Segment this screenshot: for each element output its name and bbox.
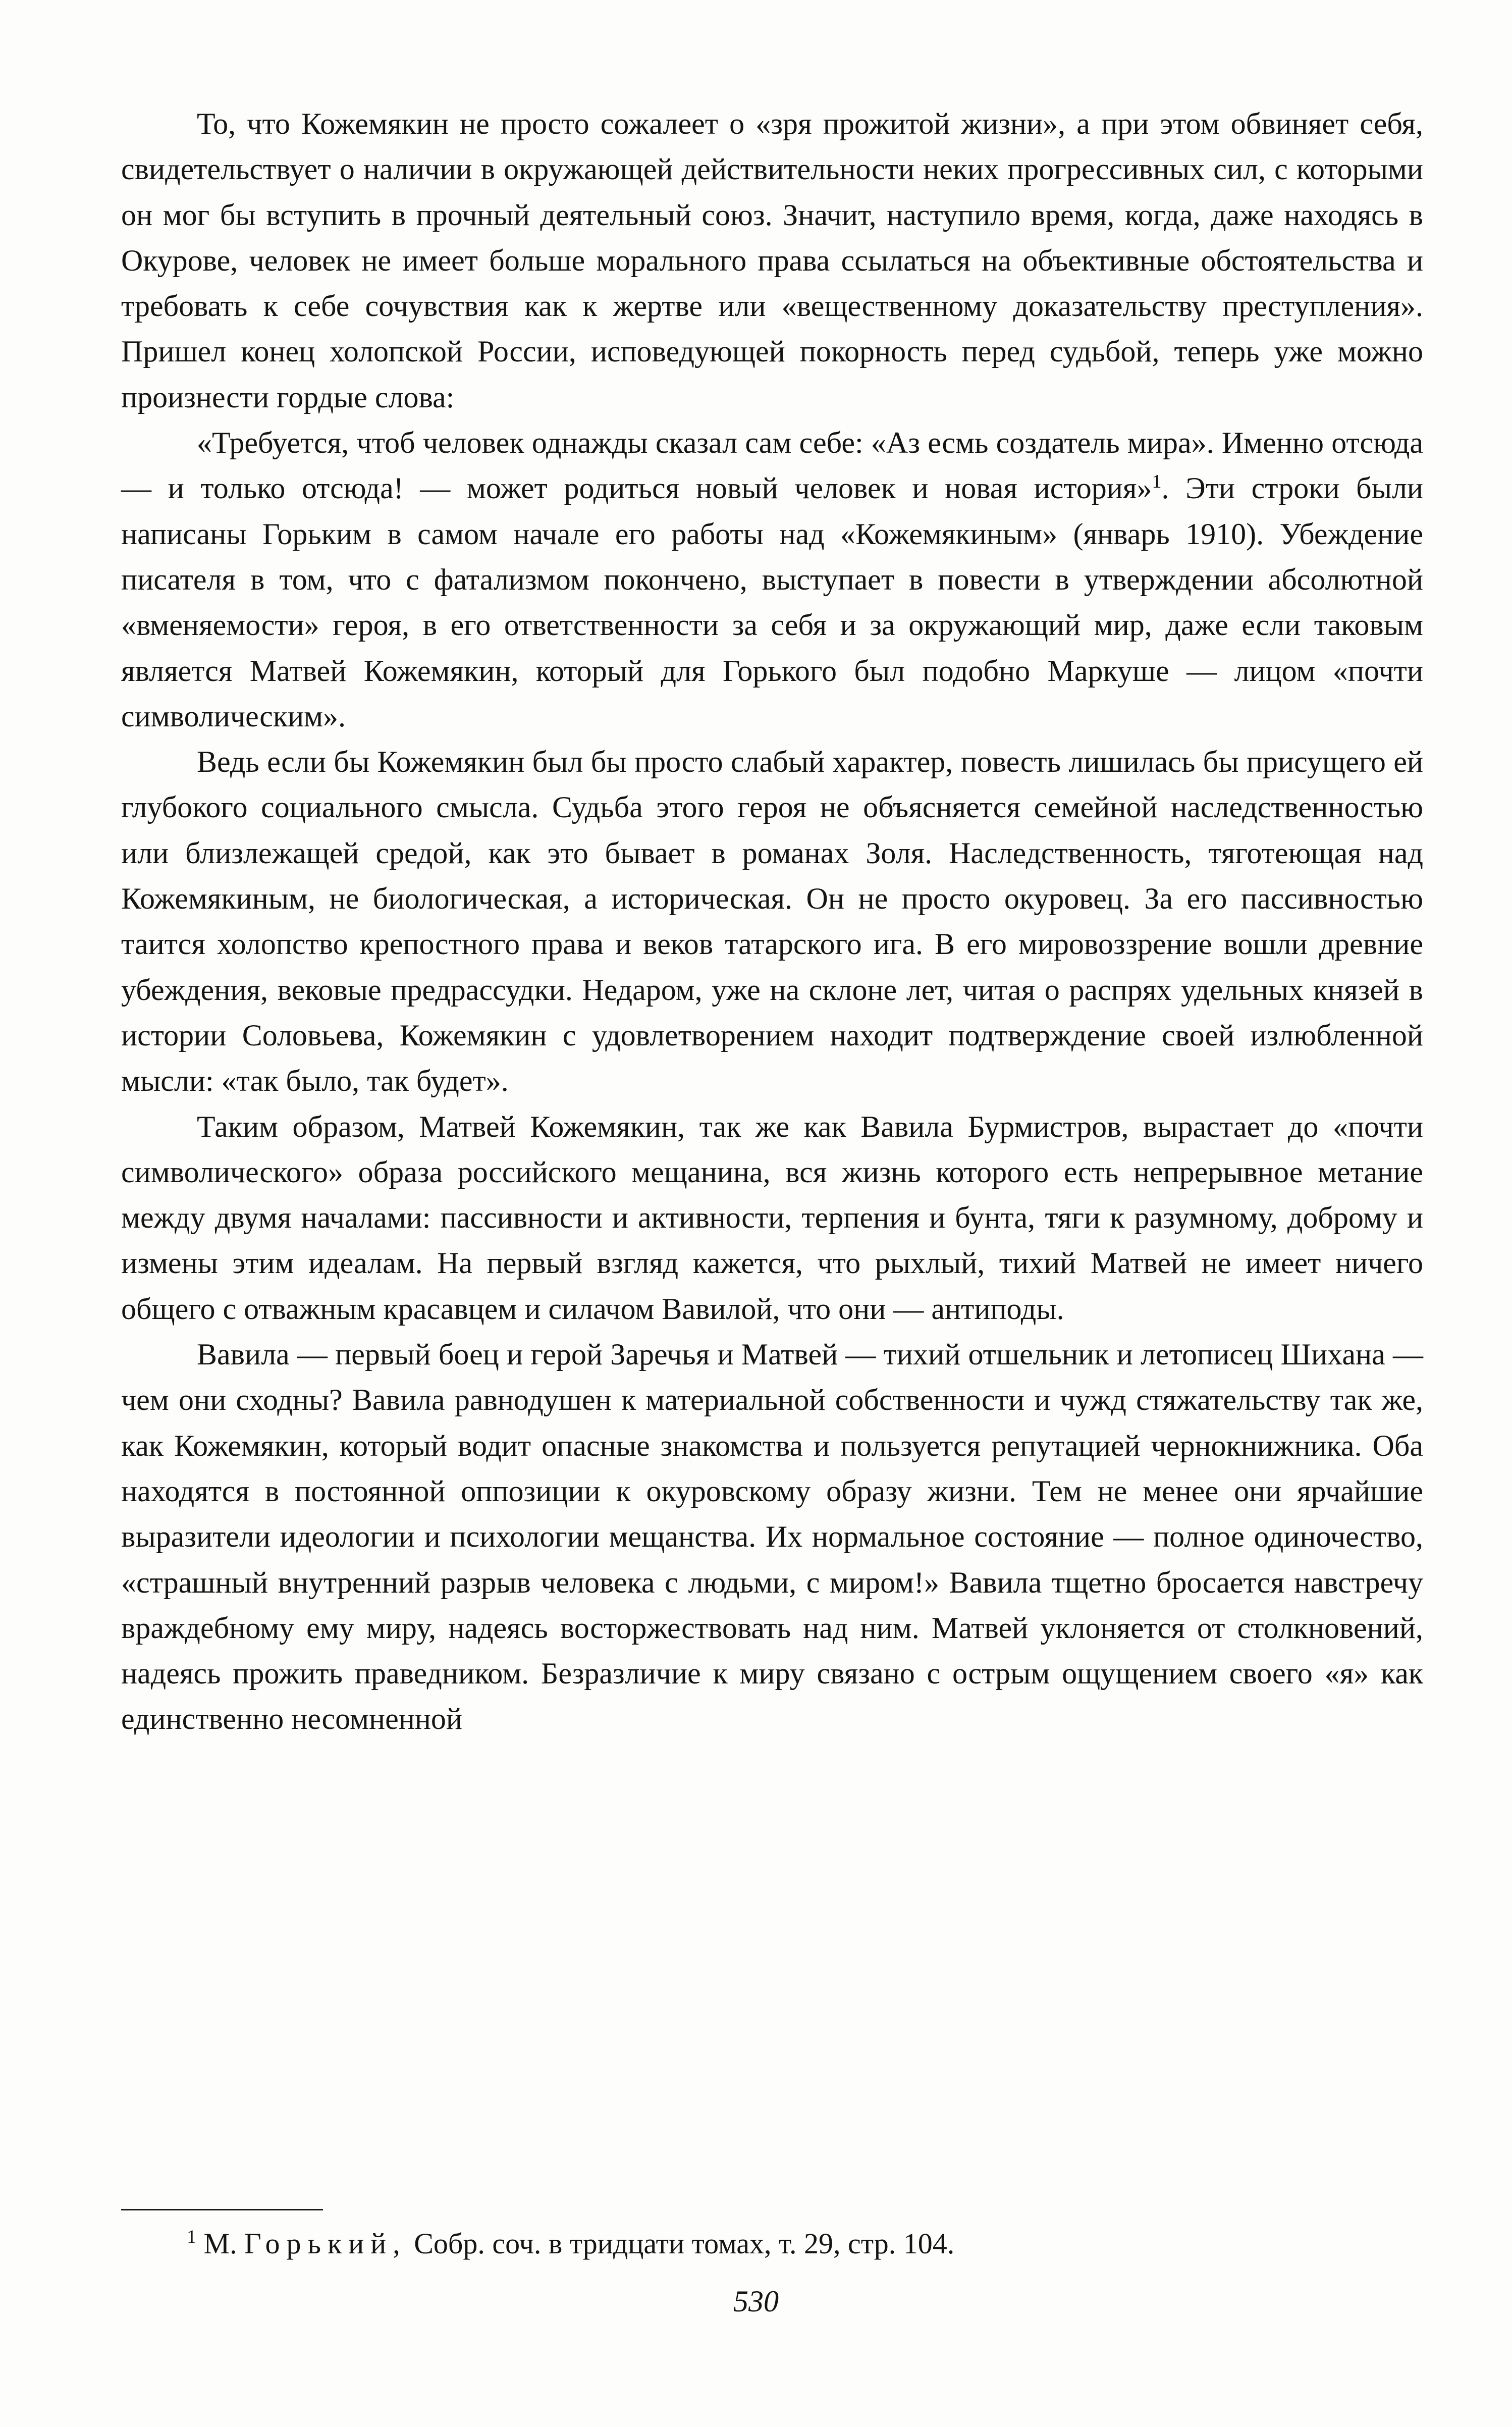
body-text: [121, 101, 1423, 1742]
footnote-divider: [121, 2209, 323, 2210]
paragraph-text: «Требуется, чтоб человек однажды сказал сам себе: «Аз есмь создатель мира». Именно отсюда — и только отсюда! — может родиться новый человек и новая история»: [121, 426, 1423, 505]
footnote-reference: 1: [1152, 471, 1162, 493]
paragraph-text: . Эти строки были написаны Горьким в самом начале его работы над «Кожемякиным» (январь 1910). Убеждение писателя в том, что с фатализмом покончено, выступает в повести в утверждении абсолютной «вменяемости» героя, в его ответственности за себя и за окружающий мир, даже если таковым является Матвей Кожемякин, который для Горького был подобно Маркуше — лицом «почти символическим».: [121, 471, 1423, 733]
paragraph: [121, 739, 1423, 1103]
footnote: [121, 2221, 1423, 2266]
footnote-author-name: Горький,: [244, 2227, 407, 2260]
footnote-author-initial: М.: [203, 2227, 237, 2260]
paragraph: [121, 1332, 1423, 1742]
paragraph-text: Таким образом, Матвей Кожемякин, так же как Вавила Бурмистров, вырастает до «почти символического» образа российского мещанина, вся жизнь которого есть непрерывное метание между двумя началами: пассивности и активности, терпения и бунта, тяги к разумному, доброму и измены этим идеалам. На первый взгляд кажется, что рыхлый, тихий Матвей не имеет ничего общего с отважным красавцем и силачом Вавилой, что они — антиподы.: [121, 1110, 1423, 1326]
paragraph: [121, 420, 1423, 739]
paragraph-text: Ведь если бы Кожемякин был бы просто слабый характер, повесть лишилась бы присущего ей глубокого социального смысла. Судьба этого героя не объясняется семейной наследственностью или близлежащей средой, как это бывает в романах Золя. Наследственность, тяготеющая над Кожемякиным, не биологическая, а историческая. Он не просто окуровец. За его пассивностью таится холопство крепостного права и веков татарского ига. В его мировоззрение вошли древние убеждения, вековые предрассудки. Недаром, уже на склоне лет, читая о распрях удельных князей в истории Соловьева, Кожемякин с удовлетворением находит подтверждение своей излюбленной мысли: «так было, так будет».: [121, 745, 1423, 1098]
paragraph-text: То, что Кожемякин не просто сожалеет о «зря прожитой жизни», а при этом обвиняет себя, свидетельствует о наличии в окружающей действительности неких прогрессивных сил, с которыми он мог бы вступить в прочный деятельный союз. Значит, наступило время, когда, даже находясь в Окурове, человек не имеет больше морального права ссылаться на объективные обстоятельства и требовать к себе сочувствия как к жертве или «вещественному доказательству преступления». Пришел конец холопской России, исповедующей покорность перед судьбой, теперь уже можно произнести гордые слова:: [121, 107, 1423, 414]
paragraph: [121, 101, 1423, 420]
footnote-marker: 1: [187, 2226, 196, 2248]
paragraph-text: Вавила — первый боец и герой Заречья и Матвей — тихий отшельник и летописец Шихана — чем они сходны? Вавила равнодушен к материальной собственности и чужд стяжательству так же, как Кожемякин, который водит опасные знакомства и пользуется репутацией чернокнижника. Оба находятся в постоянной оппозиции к окуровскому образу жизни. Тем не менее они ярчайшие выразители идеологии и психологии мещанства. Их нормальное состояние — полное одиночество, «страшный внутренний разрыв человека с людьми, с миром!» Вавила тщетно бросается навстречу враждебному ему миру, надеясь восторжествовать над ним. Матвей уклоняется от столкновений, надеясь прожить праведником. Безразличие к миру связано с острым ощущением своего «я» как единственно несомненной: [121, 1338, 1423, 1736]
paragraph: [121, 1104, 1423, 1332]
footnote-citation: Собр. соч. в тридцати томах, т. 29, стр. 104.: [414, 2227, 955, 2260]
page-number: 530: [733, 2285, 779, 2318]
